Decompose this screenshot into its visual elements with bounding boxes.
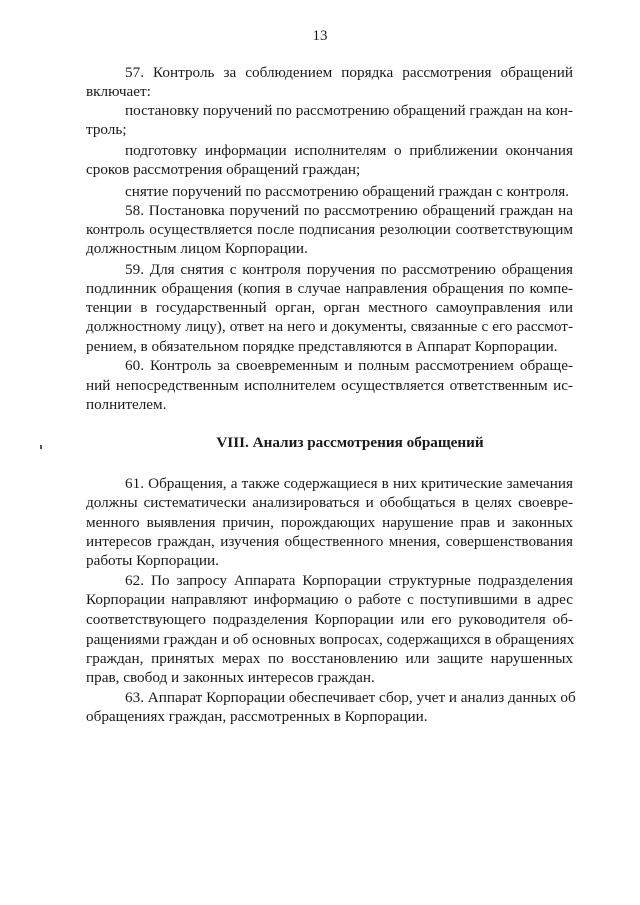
text-line: Корпорации направляют информацию о работе с поступившими в адрес — [86, 591, 573, 608]
text-line: постановку поручений по рассмотрению обращений граждан на кон- — [125, 102, 573, 119]
text-line: должностным лицом Корпорации. — [86, 240, 308, 257]
scan-speck — [40, 445, 42, 449]
page-number: 13 — [312, 28, 328, 44]
text-line: контроль осуществляется после подписания резолюции соответствующим — [86, 221, 573, 238]
text-line: 58. Постановка поручений по рассмотрению обращений граждан на — [125, 202, 573, 219]
text-line: снятие поручений по рассмотрению обращений граждан с контроля. — [125, 183, 570, 200]
section-heading: VIII. Анализ рассмотрения обращений — [216, 434, 484, 451]
text-line: соответствующего подразделения Корпорации или его руководителя об- — [86, 611, 573, 628]
text-line: обращениях граждан, рассмотренных в Корпорации. — [86, 708, 428, 725]
text-line: ращениями граждан и об основных вопросах, содержащихся в обращениях — [86, 631, 575, 648]
text-line: полнителем. — [86, 396, 167, 413]
text-line: рением, в обязательном порядке представляются в Аппарат Корпорации. — [86, 338, 558, 355]
text-line: интересов граждан, изучения общественного мнения, совершенствования — [86, 533, 573, 550]
text-line: должны систематически анализироваться и обобщаться в целях своевре- — [86, 494, 573, 511]
text-line: подготовку информации исполнителям о приближении окончания — [125, 142, 573, 159]
text-line: 61. Обращения, а также содержащиеся в них критические замечания — [125, 475, 573, 492]
text-line: работы Корпорации. — [86, 552, 219, 569]
text-line: 60. Контроль за своевременным и полным рассмотрением обраще- — [125, 357, 573, 374]
text-line: 63. Аппарат Корпорации обеспечивает сбор, учет и анализ данных об — [125, 689, 576, 706]
text-line: прав, свобод и законных интересов граждан. — [86, 669, 375, 686]
text-line: тенции в государственный орган, орган местного самоуправления или — [86, 299, 573, 316]
text-line: подлинник обращения (копия в случае направления обращения по компе- — [86, 280, 573, 297]
text-line: ний непосредственным исполнителем осуществляется ответственным ис- — [86, 377, 573, 394]
text-line: 59. Для снятия с контроля поручения по рассмотрению обращения — [125, 261, 573, 278]
text-line: сроков рассмотрения обращений граждан; — [86, 161, 361, 178]
text-line: 57. Контроль за соблюдением порядка рассмотрения обращений — [125, 64, 573, 81]
text-line: должностному лицу), ответ на него и документы, связанные с его рассмот- — [86, 318, 573, 335]
text-line: менного выявления причин, порождающих нарушение прав и законных — [86, 514, 573, 531]
text-line: троль; — [86, 121, 127, 138]
text-line: граждан, принятых мерах по восстановлению или защите нарушенных — [86, 650, 573, 667]
text-line: 62. По запросу Аппарата Корпорации структурные подразделения — [125, 572, 573, 589]
text-line: включает: — [86, 83, 151, 100]
